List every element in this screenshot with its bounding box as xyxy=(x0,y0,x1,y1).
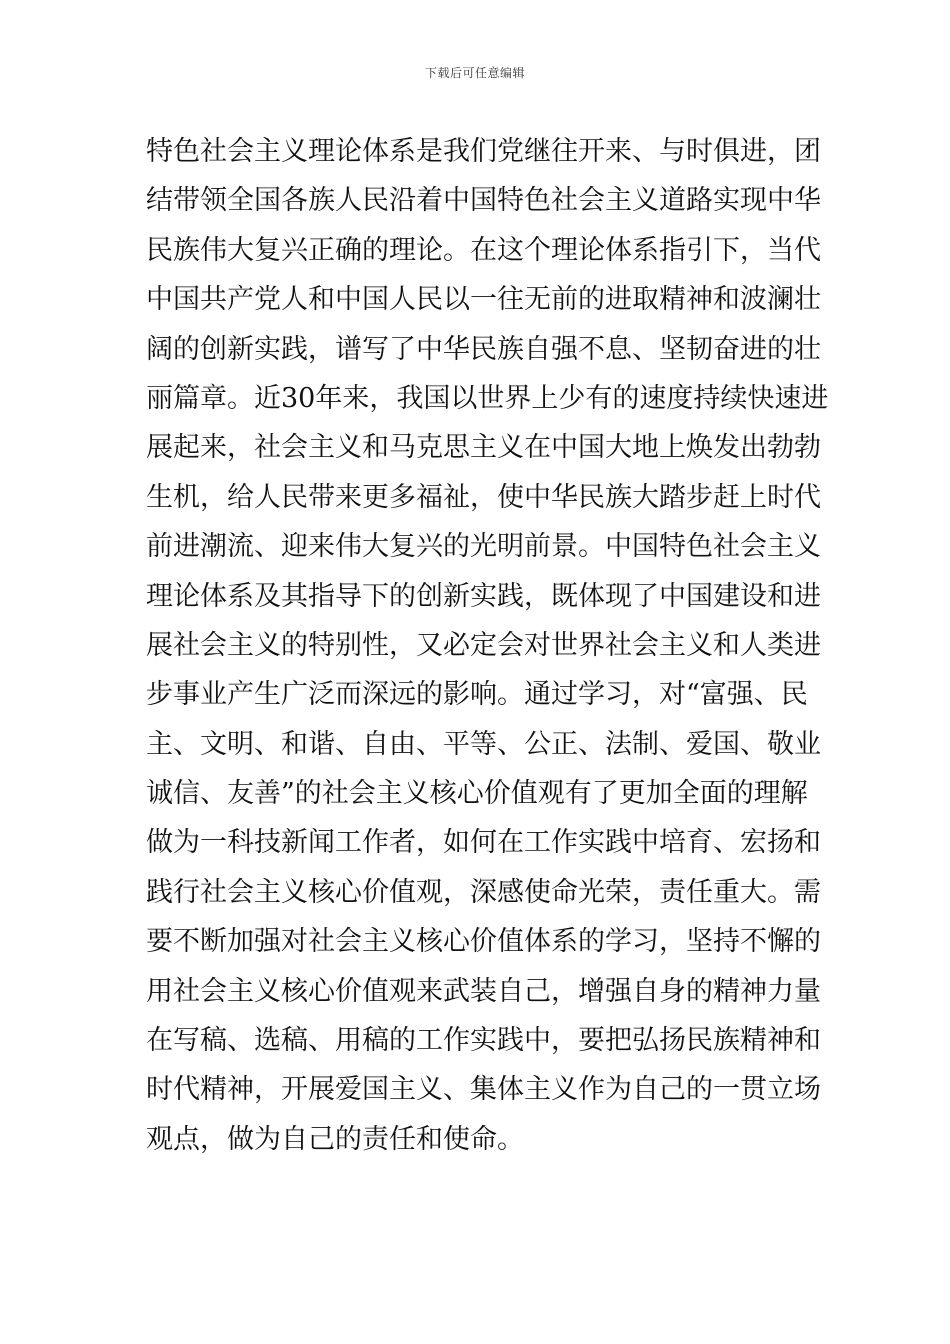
text-line: 时代精神，开展爱国主义、集体主义作为自己的一贯立场 xyxy=(146,1074,821,1106)
body-text xyxy=(146,127,829,1164)
text-line: 展社会主义的特别性，又必定会对世界社会主义和人类进 xyxy=(146,629,821,661)
text-line: 展起来，社会主义和马克思主义在中国大地上焕发出勃勃 xyxy=(146,432,821,464)
header-note: 下载后可任意编辑 xyxy=(424,66,525,80)
text-line: 诚信、友善”的社会主义核心价值观有了更加全面的理解 xyxy=(146,778,808,810)
text-line: 结带领全国各族人民沿着中国特色社会主义道路实现中华 xyxy=(146,185,821,217)
text-line: 理论体系及其指导下的创新实践，既体现了中国建设和进 xyxy=(146,580,821,612)
text-line: 步事业产生广泛而深远的影响。通过学习，对“富强、民 xyxy=(146,679,808,711)
text-line: 前进潮流、迎来伟大复兴的光明前景。中国特色社会主义 xyxy=(146,531,821,563)
text-line: 要不断加强对社会主义核心价值体系的学习，坚持不懈的 xyxy=(146,926,821,958)
text-line: 特色社会主义理论体系是我们党继往开来、与时俱进，团 xyxy=(146,136,821,167)
text-line: 生机，给人民带来更多福祉，使中华民族大踏步赶上时代 xyxy=(146,481,821,513)
text-line: 中国共产党人和中国人民以一往无前的进取精神和波澜壮 xyxy=(146,284,821,316)
text-line: 践行社会主义核心价值观，深感使命光荣，责任重大。需 xyxy=(146,876,821,908)
text-line: 在写稿、选稿、用稿的工作实践中，要把弘扬民族精神和 xyxy=(146,1025,821,1057)
text-line: 用社会主义核心价值观来武装自己，增强自身的精神力量 xyxy=(146,975,821,1007)
text-line: 阔的创新实践，谱写了中华民族自强不息、坚韧奋进的壮 xyxy=(146,333,821,365)
text-line: 民族伟大复兴正确的理论。在这个理论体系指引下，当代 xyxy=(146,234,821,266)
text-line: 主、文明、和谐、自由、平等、公正、法制、爱国、敬业 xyxy=(146,728,821,760)
text-line: 丽篇章。近30年来，我国以世界上少有的速度持续快速进 xyxy=(146,382,829,414)
text-line: 做为一科技新闻工作者，如何在工作实践中培育、宏扬和 xyxy=(146,827,821,859)
text-line: 观点，做为自己的责任和使命。 xyxy=(146,1123,524,1155)
